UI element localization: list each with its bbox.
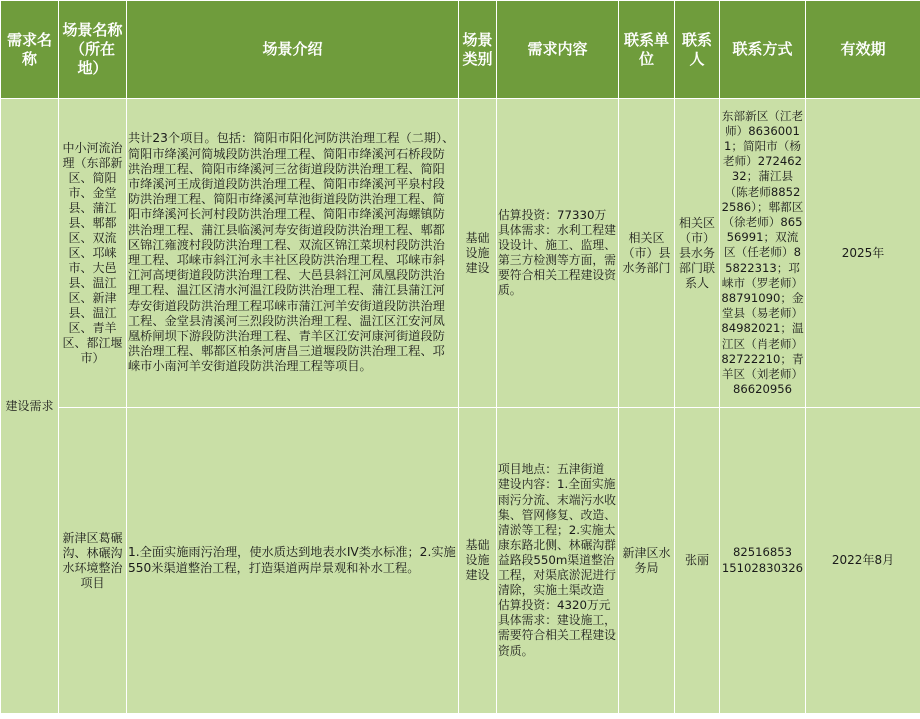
scene-intro-cell: 共计23个项目。包括：简阳市阳化河防洪治理工程（二期）、简阳市绛溪河简城段防洪治理工程、简阳市绛溪河石桥段防洪治理工程、简阳市绛溪河三岔街道段防洪治理工程、简阳市绛溪河王成街道段防洪治理工程、简阳市绛溪河平泉村段防洪治理工程、简阳市绛溪河草池街道段防洪治理工程、简阳市绛溪河长河村段防洪治理工程、简阳市绛溪河海螺镇防洪治理工程、蒲江县临溪河寿安街道段防洪治理工程、郫都区锦江雍渡村段防洪治理工程、双流区锦江菜坝村段防洪治理工程、邛崃市斜江河永丰社区段防洪治理工程、邛崃市斜江河高埂街道段防洪治理工程、大邑县斜江河凤凰段防洪治理工程、温江区清水河温江段防洪治理工程、蒲江县蒲江河寿安街道段防洪治理工程邛崃市蒲江河羊安街道段防洪治理工程、金堂县清溪河三烈段防洪治理工程、温江区江安河凤凰桥闸坝下游段防洪治理工程、青羊区江安河康河街道段防洪治理工程、郫都区柏条河唐昌三道堰段防洪治理工程、邛崃市小南河羊安街道段防洪治理工程等项目。 xyxy=(127,99,459,408)
unit-cell: 相关区（市）县水务部门 xyxy=(619,99,675,408)
person-cell: 相关区（市）县水务部门联系人 xyxy=(675,99,720,408)
table-row xyxy=(1,408,920,714)
scene-type-cell: 基础设施建设 xyxy=(459,408,497,714)
demand-cell: 项目地点：五津街道 建设内容：1.全面实施雨污分流、末端污水收集、管网修复、改造、清淤等工程；2.实施太康东路北侧、林碾沟群益路段550m渠道整治工程，对渠底淤泥进行清除，实施土渠改造 估算投资：4320万元 具体需求：建设施工，需要符合相关工程建设资质。 xyxy=(497,408,619,714)
demand-cell: 估算投资：77330万 具体需求：水利工程建设设计、施工、监理、第三方检测等方面，需要符合相关工程建设资质。 xyxy=(497,99,619,408)
header-person: 联系人 xyxy=(675,1,720,99)
scene-name-cell: 中小河流治理（东部新区、简阳市、金堂县、蒲江县、郫都区、双流区、邛崃市、大邑县、温江区、新津县、温江区、青羊区、都江堰市） xyxy=(59,99,127,408)
validity-cell: 2022年8月 xyxy=(806,408,920,714)
header-row xyxy=(1,1,920,99)
contact-cell: 东部新区（江老师）86360011；简阳市（杨老师）27246232；蒲江县（陈老师88522586）；郫都区（徐老师）86556991；双流区（任老师）85822313；邛崃市（罗老师）88791090；金堂县（易老师）84982021；温江区（肖老师）82722210；青羊区（刘老师）86620956 xyxy=(720,99,806,408)
header-category: 需求名称 xyxy=(1,1,59,99)
contact-cell: 82516853 15102830326 xyxy=(720,408,806,714)
header-scene-name: 场景名称（所在地） xyxy=(59,1,127,99)
validity-cell: 2025年 xyxy=(806,99,920,408)
scene-intro-cell: 1.全面实施雨污治理，使水质达到地表水IV类水标准；2.实施550米渠道整治工程，打造渠道两岸景观和补水工程。 xyxy=(127,408,459,714)
header-contact: 联系方式 xyxy=(720,1,806,99)
unit-cell: 新津区水务局 xyxy=(619,408,675,714)
person-cell: 张丽 xyxy=(675,408,720,714)
header-unit: 联系单位 xyxy=(619,1,675,99)
scene-type-cell: 基础设施建设 xyxy=(459,99,497,408)
category-cell: 建设需求 xyxy=(1,99,59,714)
table-row xyxy=(1,99,920,408)
scene-name-cell: 新津区葛碾沟、林碾沟水环境整治项目 xyxy=(59,408,127,714)
header-demand: 需求内容 xyxy=(497,1,619,99)
header-scene-intro: 场景介绍 xyxy=(127,1,459,99)
header-scene-type: 场景类别 xyxy=(459,1,497,99)
header-validity: 有效期 xyxy=(806,1,920,99)
